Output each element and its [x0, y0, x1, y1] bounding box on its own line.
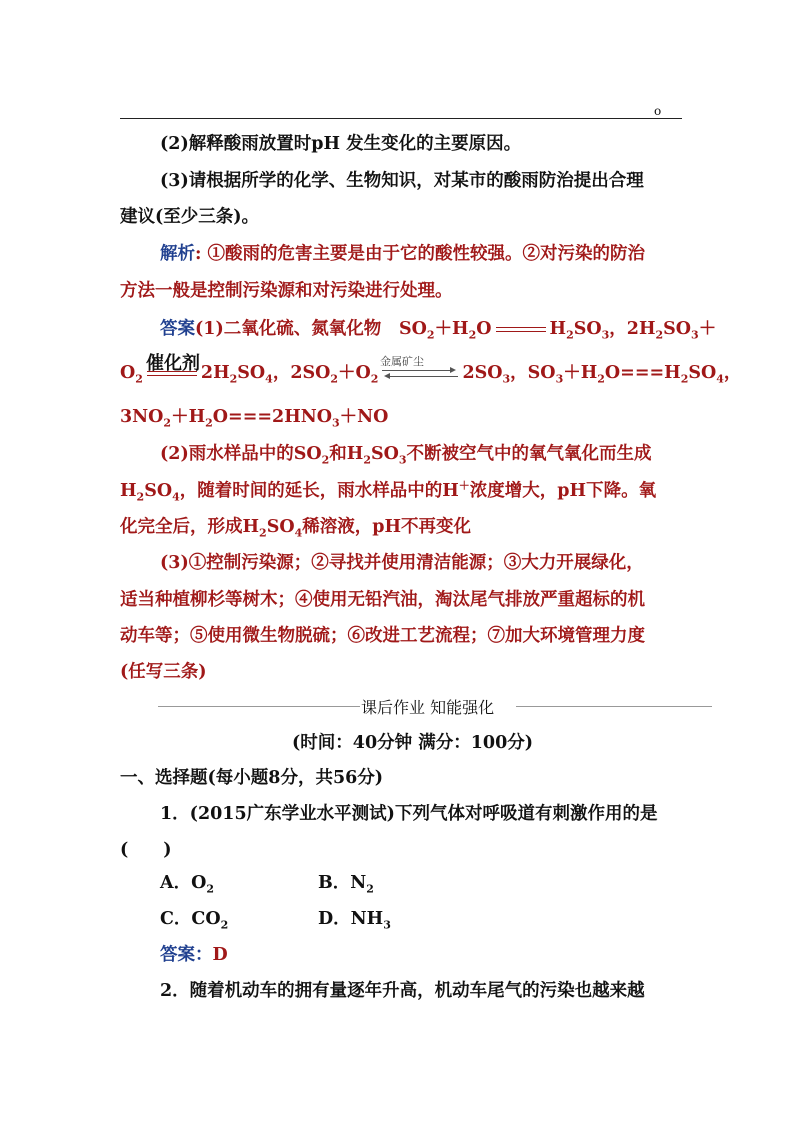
time-score-line: (时间：40分钟 满分：100分) [292, 733, 534, 753]
option-b: B．$N_2$ [318, 873, 374, 896]
reversible-arrow-icon [382, 367, 458, 381]
catalyst-arrow-icon [147, 367, 197, 381]
answer-2-line-2: $H_2SO_4$，随着时间的延长，雨水样品中的H＋浓度增大，pH下降。氧 [120, 479, 657, 504]
question-1-stem: 1．(2015广东学业水平测试)下列气体对呼吸道有刺激作用的是 [160, 804, 658, 824]
catalyst-label: 催化剂 [146, 353, 200, 374]
answer-3-line-4: (任写三条) [120, 662, 207, 682]
analysis-line-1 [160, 243, 645, 265]
header-mark: o [654, 104, 662, 118]
answer-part-1: (1)二氧化硫、氮氧化物 [195, 319, 382, 339]
question-3-line-2: 建议(至少三条)。 [120, 207, 260, 227]
question-1-answer-value: D [212, 945, 228, 965]
equilibrium-arrow-icon [496, 323, 546, 337]
question-2-stem: 2．随着机动车的拥有量逐年升高，机动车尾气的污染也越来越 [160, 981, 645, 1001]
section-title: 课后作业 知能强化 [361, 698, 495, 717]
option-c: C．$CO_2$ [160, 909, 229, 932]
option-d: D．$NH_3$ [318, 909, 391, 932]
question-3-line-1: (3)请根据所学的化学、生物知识，对某市的酸雨防治提出合理 [160, 171, 644, 191]
question-1-answer-label: 答案： [160, 945, 213, 965]
question-2-text: (2)解释酸雨放置时pH 发生变化的主要原因。 [160, 134, 522, 154]
analysis-line-2: 方法一般是控制污染源和对污染进行处理。 [120, 281, 453, 301]
part-one-heading: 一、选择题(每小题8分，共56分) [120, 768, 384, 788]
answer-2-line-1: (2)雨水样品中的$SO_2$和$H_2SO_3$不断被空气中的氧气氧化而生成 [160, 444, 652, 467]
answer-line-1 [160, 318, 716, 340]
analysis-label: 解析 [160, 244, 195, 264]
dust-catalyst-label: 金属矿尘 [380, 355, 424, 368]
option-a: A．$O_2$ [160, 873, 214, 896]
header-rule [120, 118, 682, 119]
section-divider-left [158, 706, 360, 707]
analysis-text-1: : ①酸雨的危害主要是由于它的酸性较强。②对污染的防治 [195, 244, 646, 264]
answer-2-line-3: 化完全后，形成$H_2SO_4$稀溶液，pH不再变化 [120, 517, 472, 540]
answer-3-line-1: (3)①控制污染源；②寻找并使用清洁能源；③大力开展绿化， [160, 553, 644, 573]
answer-3-line-3: 动车等；⑤使用微生物脱硫；⑥改进工艺流程；⑦加大环境管理力度 [120, 626, 645, 646]
answer-equations-line: $O_2$ $2H_2SO_4$，$2SO_2+O_2$ $2SO_3$，$SO_3+H_2O===H_2SO_4$， [120, 363, 742, 386]
answer-3-line-2: 适当种植柳杉等树木；④使用无铅汽油，淘汰尾气排放严重超标的机 [120, 590, 645, 610]
answer-label: 答案 [160, 319, 195, 339]
question-1-answer [160, 944, 228, 966]
section-divider-right [516, 706, 712, 707]
question-1-paren: ( ) [120, 840, 172, 860]
equation-1: $SO_2+H_2O$ $H_2SO_3$，$2H_2SO_3+$ [386, 319, 717, 342]
answer-equation-no2: $3NO_2+H_2O===2HNO_3+NO$ [120, 407, 389, 430]
